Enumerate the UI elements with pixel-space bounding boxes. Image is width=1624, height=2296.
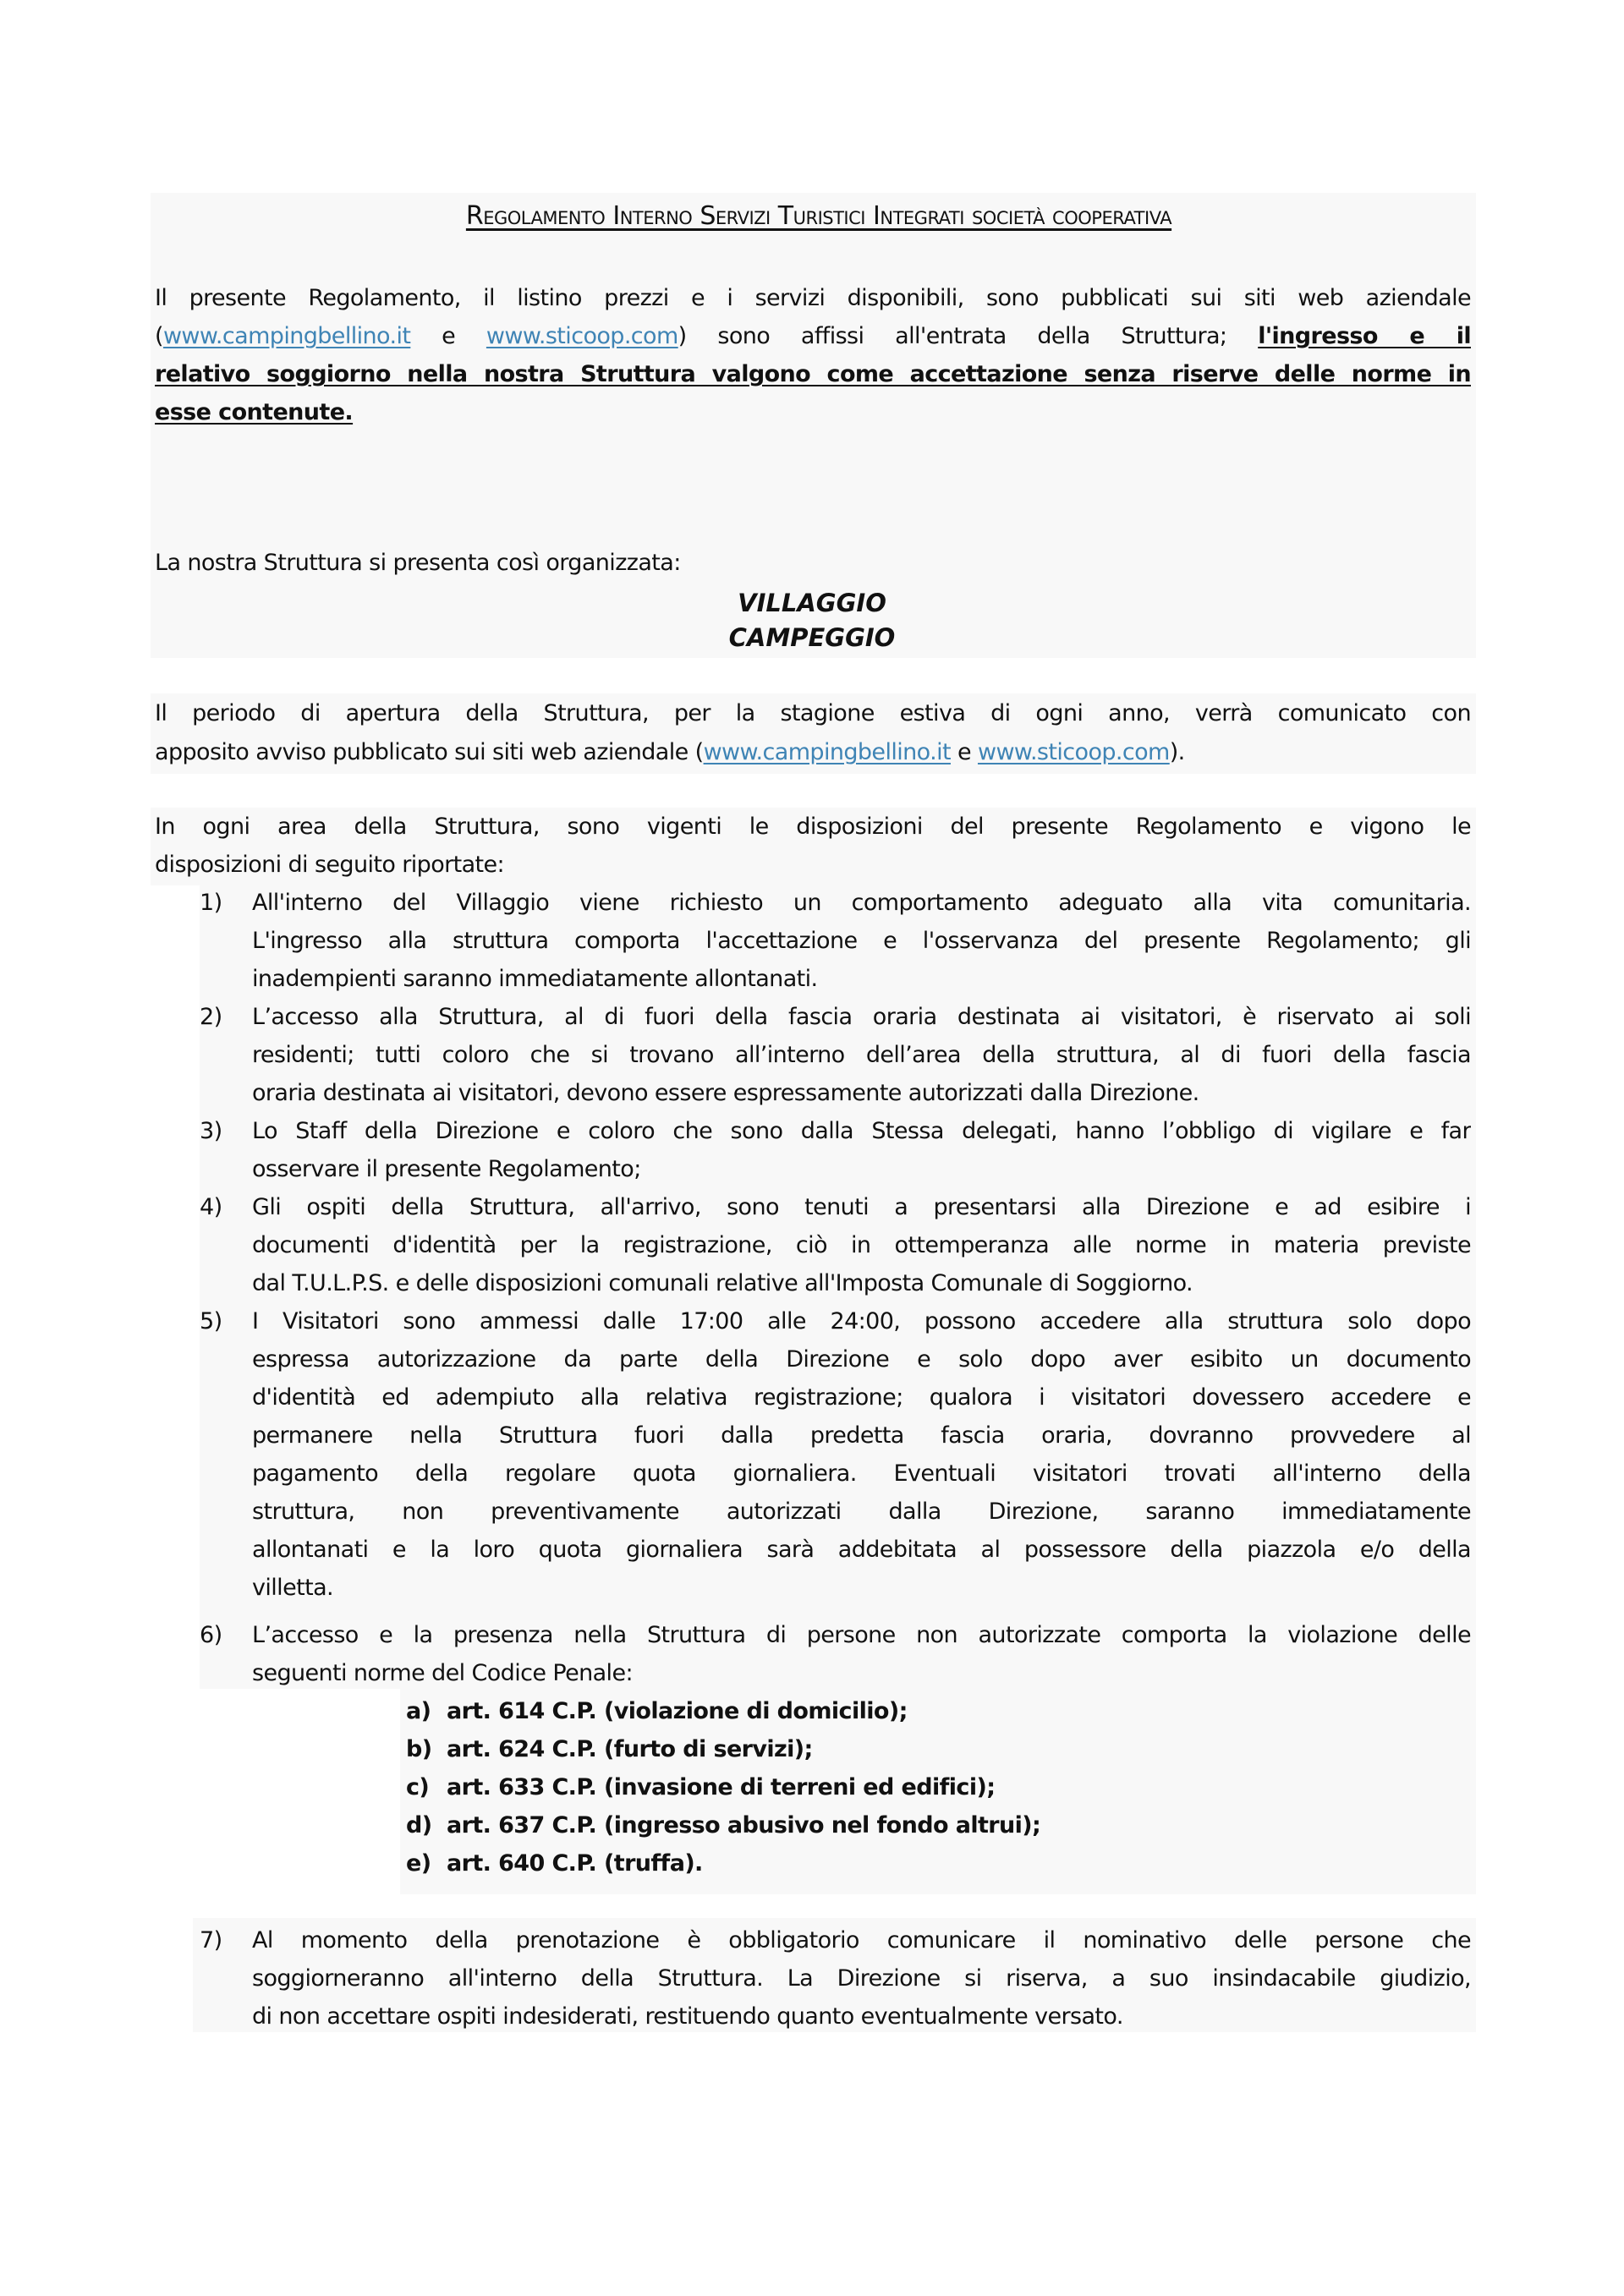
rule-1-line: inadempienti saranno immediatamente allontanati. (252, 966, 818, 992)
subitem-text: art. 614 C.P. (violazione di domicilio); (447, 1698, 908, 1724)
rule-number: 5) (200, 1308, 222, 1334)
document-title: Regolamento Interno Servizi Turistici Integrati società cooperativa (465, 201, 1172, 231)
rule-number: 2) (200, 1004, 222, 1030)
rule-1-line: L'ingresso alla struttura comporta l'accettazione e l'osservanza del presente Regolamento; gli (252, 928, 1471, 954)
rule-5-line: permanere nella Struttura fuori dalla predetta fascia oraria, dovranno provvedere al (252, 1422, 1471, 1449)
link-sticoop-2[interactable]: www.sticoop.com (977, 739, 1170, 765)
rule-1-line: All'interno del Villaggio viene richiesto un comportamento adeguato alla vita comunitaria. (252, 890, 1471, 916)
subitem-text: art. 640 C.P. (truffa). (447, 1850, 703, 1877)
rule-5-line: allontanati e la loro quota giornaliera sarà addebitata al possessore della piazzola e/o della (252, 1537, 1471, 1563)
intro-line-4: esse contenute. (155, 399, 354, 425)
rules-intro-line-2: disposizioni di seguito riportate: (155, 852, 505, 878)
rule-number: 7) (200, 1927, 222, 1954)
rule-5-line: villetta. (252, 1575, 333, 1601)
subitem-letter: b) (406, 1736, 432, 1762)
rule-3-line: Lo Staff della Direzione e coloro che sono dalla Stessa delegati, hanno l’obbligo di vigilare e far (252, 1118, 1471, 1144)
rule-number: 6) (200, 1622, 222, 1648)
rule-6-line: L’accesso e la presenza nella Struttura di persone non autorizzate comporta la violazione delle (252, 1622, 1471, 1648)
organization-lead: La nostra Struttura si presenta così organizzata: (155, 550, 681, 576)
subitem-letter: c) (406, 1774, 430, 1800)
rule-7-line: Al momento della prenotazione è obbligatorio comunicare il nominativo delle persone che (252, 1927, 1471, 1954)
acceptance-clause-start: l'ingresso e il (1258, 323, 1471, 349)
rule-5-line: espressa autorizzazione da parte della Direzione e solo dopo aver esibito un documento (252, 1346, 1471, 1373)
rule-7-line: di non accettare ospiti indesiderati, restituendo quanto eventualmente versato. (252, 2003, 1123, 2030)
rule-5-line: d'identità ed adempiuto alla relativa registrazione; qualora i visitatori dovessero accedere e (252, 1384, 1471, 1411)
intro-line-3: relativo soggiorno nella nostra Struttura valgono come accettazione senza riserve delle norme in (155, 361, 1471, 387)
rule-7-line: soggiorneranno all'interno della Struttura. La Direzione si riserva, a suo insindacabile giudizio, (252, 1965, 1471, 1992)
rules-intro-line-1: In ogni area della Struttura, sono vigenti le disposizioni del presente Regolamento e vigono le (155, 814, 1471, 840)
intro-line-1: Il presente Regolamento, il listino prezzi e i servizi disponibili, sono pubblicati sui siti web aziendale (155, 285, 1471, 311)
subitem-text: art. 633 C.P. (invasione di terreni ed edifici); (447, 1774, 996, 1800)
subitem-letter: a) (406, 1698, 431, 1724)
subitem-text: art. 624 C.P. (furto di servizi); (447, 1736, 813, 1762)
subitem-letter: d) (406, 1812, 432, 1838)
area-campeggio: CAMPEGGIO (728, 623, 896, 652)
rule-5-line: struttura, non preventivamente autorizzati dalla Direzione, saranno immediatamente (252, 1499, 1471, 1525)
link-campingbellino-2[interactable]: www.campingbellino.it (703, 739, 951, 765)
rule-4-line: documenti d'identità per la registrazione, ciò in ottemperanza alle norme in materia previste (252, 1232, 1471, 1258)
rule-5-line: I Visitatori sono ammessi dalle 17:00 alle 24:00, possono accedere alla struttura solo dopo (252, 1308, 1471, 1334)
subitem-letter: e) (406, 1850, 431, 1877)
link-sticoop[interactable]: www.sticoop.com (486, 323, 678, 349)
rule-number: 3) (200, 1118, 222, 1144)
rule-4-line: dal T.U.L.P.S. e delle disposizioni comunali relative all'Imposta Comunale di Soggiorno. (252, 1270, 1193, 1296)
opening-line-1: Il periodo di apertura della Struttura, per la stagione estiva di ogni anno, verrà comunicato con (155, 700, 1471, 726)
subitem-text: art. 637 C.P. (ingresso abusivo nel fondo altrui); (447, 1812, 1041, 1838)
rule-6-line: seguenti norme del Codice Penale: (252, 1660, 633, 1686)
intro-line-2: (www.campingbellino.it e www.sticoop.com) sono affissi all'entrata della Struttura; l'ingresso e il (155, 323, 1471, 349)
rule-2-line: oraria destinata ai visitatori, devono essere espressamente autorizzati dalla Direzione. (252, 1080, 1199, 1106)
area-villaggio: VILLAGGIO (738, 589, 886, 617)
rule-4-line: Gli ospiti della Struttura, all'arrivo, sono tenuti a presentarsi alla Direzione e ad esibire i (252, 1194, 1471, 1220)
rule-3-line: osservare il presente Regolamento; (252, 1156, 641, 1182)
link-campingbellino[interactable]: www.campingbellino.it (162, 323, 411, 349)
rule-5-line: pagamento della regolare quota giornaliera. Eventuali visitatori trovati all'interno della (252, 1460, 1471, 1487)
rule-number: 4) (200, 1194, 222, 1220)
opening-line-2: apposito avviso pubblicato sui siti web aziendale (www.campingbellino.it e www.sticoop.com). (155, 739, 1185, 765)
rule-number: 1) (200, 890, 222, 916)
rule-2-line: residenti; tutti coloro che si trovano all’interno dell’area della struttura, al di fuori della fascia (252, 1042, 1471, 1068)
rule-2-line: L’accesso alla Struttura, al di fuori della fascia oraria destinata ai visitatori, è riservato ai soli (252, 1004, 1471, 1030)
